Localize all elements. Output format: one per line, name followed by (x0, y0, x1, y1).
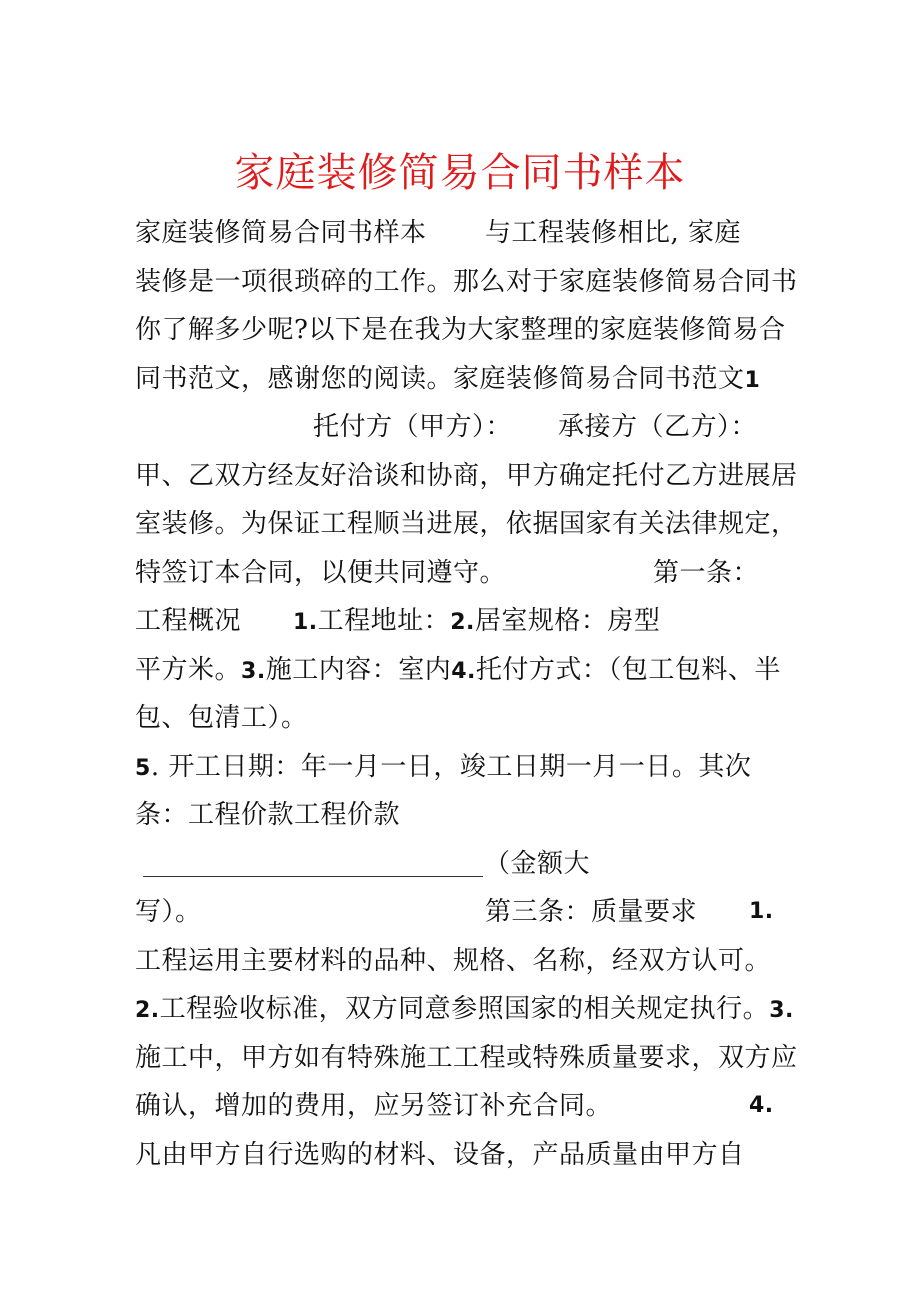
paragraph-line: 平方米。3.施工内容：室内4.托付方式：（包工包料、半 (135, 655, 781, 685)
document-title: 家庭装修简易合同书样本 (234, 150, 686, 196)
paragraph-line: 室装修。为保证工程顺当进展，依据国家有关法律规定， (135, 509, 798, 539)
paragraph-line: 施工中，甲方如有特殊施工工程或特殊质量要求，双方应 (135, 1043, 798, 1073)
article-1-heading: 第一条： (653, 558, 760, 588)
paragraph-line: 工程运用主要材料的品种、规格、名称，经双方认可。 (135, 946, 772, 976)
article-3-heading: 第三条：质量要求 (485, 897, 698, 927)
paragraph-line: 你了解多少呢?以下是在我为大家整理的家庭装修简易合 (135, 315, 786, 345)
intro-heading: 家庭装修简易合同书样本 (135, 218, 427, 248)
paragraph-line: 同书范文，感谢您的阅读。家庭装修简易合同书范文1 (135, 364, 761, 394)
paragraph-line: 条：工程价款工程价款 (135, 800, 401, 830)
party-b-label: 承接方（乙方）： (558, 412, 758, 442)
paragraph-line: 5. 开工日期：年一月一日，竣工日期一月一日。其次 (135, 752, 752, 782)
intro-text: 与工程装修相比, 家庭 (485, 218, 742, 248)
paragraph-line: 凡由甲方自行选购的材料、设备，产品质量由甲方自 (135, 1140, 745, 1170)
paragraph-line: 甲、乙双方经友好洽谈和协商，甲方确定托付乙方进展居 (135, 461, 798, 491)
amount-blank-underline (143, 876, 483, 877)
paragraph-line: （金额大 (484, 849, 591, 879)
paragraph-line: 装修是一项很琐碎的工作。那么对于家庭装修简易合同书 (135, 267, 798, 297)
paragraph-line: 2.工程验收标准，双方同意参照国家的相关规定执行。3. (135, 994, 794, 1024)
paragraph-line: 包、包清工）。 (135, 703, 308, 733)
sample-number: 1 (744, 368, 761, 393)
party-a-label: 托付方（甲方）： (313, 412, 513, 442)
